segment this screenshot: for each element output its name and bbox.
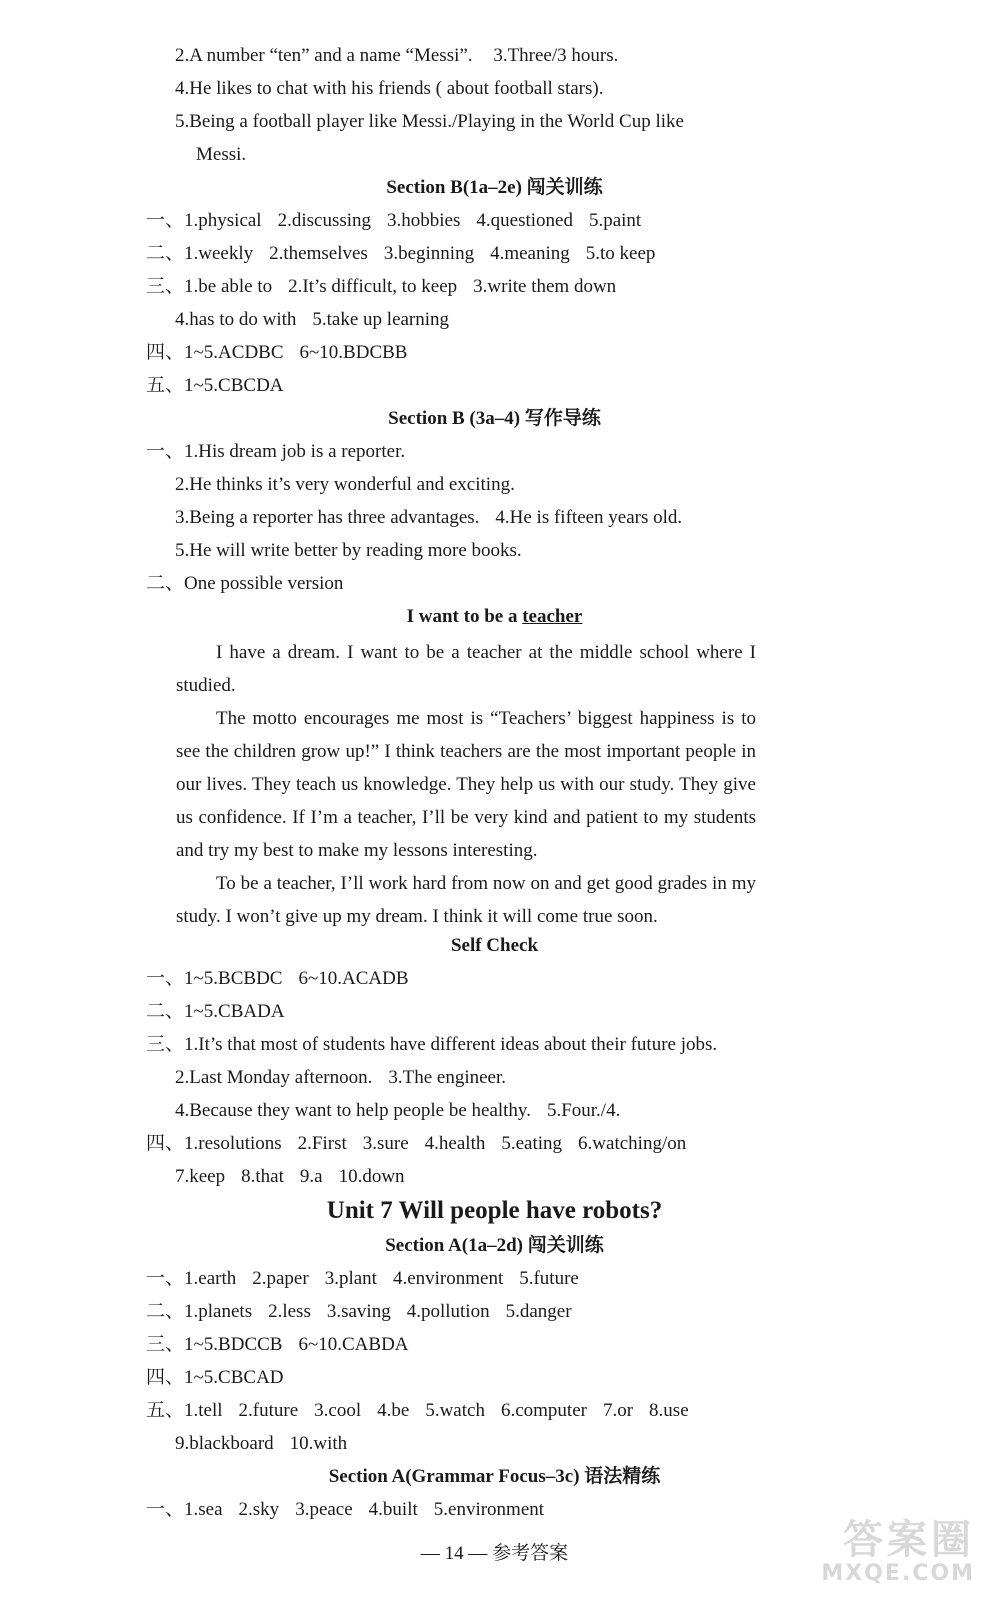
section-heading: Section B(1a–2e) 闯关训练 [386, 177, 603, 198]
answer-line: 三、1~5.BDCCB 6~10.CABDA [146, 1334, 409, 1355]
answer-line: 二、1.weekly 2.themselves 3.beginning 4.meaning 5.to keep [146, 243, 656, 264]
answer-line: 二、1~5.CBADA [146, 1001, 285, 1022]
answer-line: 一、1~5.BCBDC 6~10.ACADB [146, 968, 409, 989]
section-heading: Section A(Grammar Focus–3c) 语法精练 [328, 1466, 661, 1487]
section-heading: Section A(1a–2d) 闯关训练 [385, 1235, 604, 1256]
answer-line: 2.He thinks it’s very wonderful and exciting. [175, 474, 515, 495]
site-watermark: 答案圈 MXQE.COM [821, 1517, 975, 1586]
unit-heading: Unit 7 Will people have robots? [326, 1197, 663, 1224]
answer-line: 二、One possible version [146, 573, 344, 594]
essay-paragraph: The motto encourages me most is “Teachers’ biggest happiness is to see the children grow up!” I think teachers are the most important people in our lives. They teach us knowledge. They help us with our study. They give us confidence. If I’m a teacher, I’ll be very kind and patient to my students and try my best to make my lessons interesting. [176, 708, 756, 861]
essay-title: I want to be a teacher [406, 606, 583, 627]
answer-line: 4.has to do with 5.take up learning [175, 309, 450, 330]
answer-line: 五、1~5.CBCDA [146, 375, 284, 396]
answer-line: 一、1.His dream job is a reporter. [146, 441, 406, 462]
answer-line: 3.Being a reporter has three advantages. 4.He is fifteen years old. [175, 507, 683, 528]
answer-line: 四、1~5.ACDBC 6~10.BDCBB [146, 342, 408, 363]
answer-line: 5.He will write better by reading more books. [175, 540, 522, 561]
answer-line: 7.keep 8.that 9.a 10.down [175, 1166, 405, 1187]
essay-paragraph: I have a dream. I want to be a teacher at the middle school where I studied. [176, 642, 756, 696]
answer-line: 2.Last Monday afternoon. 3.The engineer. [175, 1067, 506, 1088]
answer-line: 四、1~5.CBCAD [146, 1367, 284, 1388]
answer-line: Messi. [196, 144, 247, 165]
answer-line: 4.He likes to chat with his friends ( about football stars). [175, 78, 604, 99]
answer-line: 三、1.It’s that most of students have different ideas about their future jobs. [146, 1034, 718, 1055]
page-footer: — 14 — 参考答案 [420, 1543, 569, 1564]
answer-line: 一、1.physical 2.discussing 3.hobbies 4.questioned 5.paint [146, 210, 642, 231]
answer-line: 2.A number “ten” and a name “Messi”. 3.Three/3 hours. [175, 45, 619, 66]
answer-line: 一、1.earth 2.paper 3.plant 4.environment 5.future [146, 1268, 579, 1289]
answer-line: 五、1.tell 2.future 3.cool 4.be 5.watch 6.computer 7.or 8.use [146, 1400, 689, 1421]
answer-line: 4.Because they want to help people be healthy. 5.Four./4. [175, 1100, 621, 1121]
essay-paragraph: To be a teacher, I’ll work hard from now on and get good grades in my study. I won’t give up my dream. I think it will come true soon. [176, 873, 756, 927]
answer-line: 9.blackboard 10.with [175, 1433, 348, 1454]
answer-line: 一、1.sea 2.sky 3.peace 4.built 5.environment [146, 1499, 545, 1520]
section-heading: Section B (3a–4) 写作导练 [388, 408, 601, 429]
answer-line: 三、1.be able to 2.It’s difficult, to keep 3.write them down [146, 276, 617, 297]
answer-line: 二、1.planets 2.less 3.saving 4.pollution 5.danger [146, 1301, 572, 1322]
answer-line: 四、1.resolutions 2.First 3.sure 4.health 5.eating 6.watching/on [146, 1133, 687, 1154]
section-heading: Self Check [450, 935, 539, 956]
answer-line: 5.Being a football player like Messi./Playing in the World Cup like [175, 111, 684, 132]
